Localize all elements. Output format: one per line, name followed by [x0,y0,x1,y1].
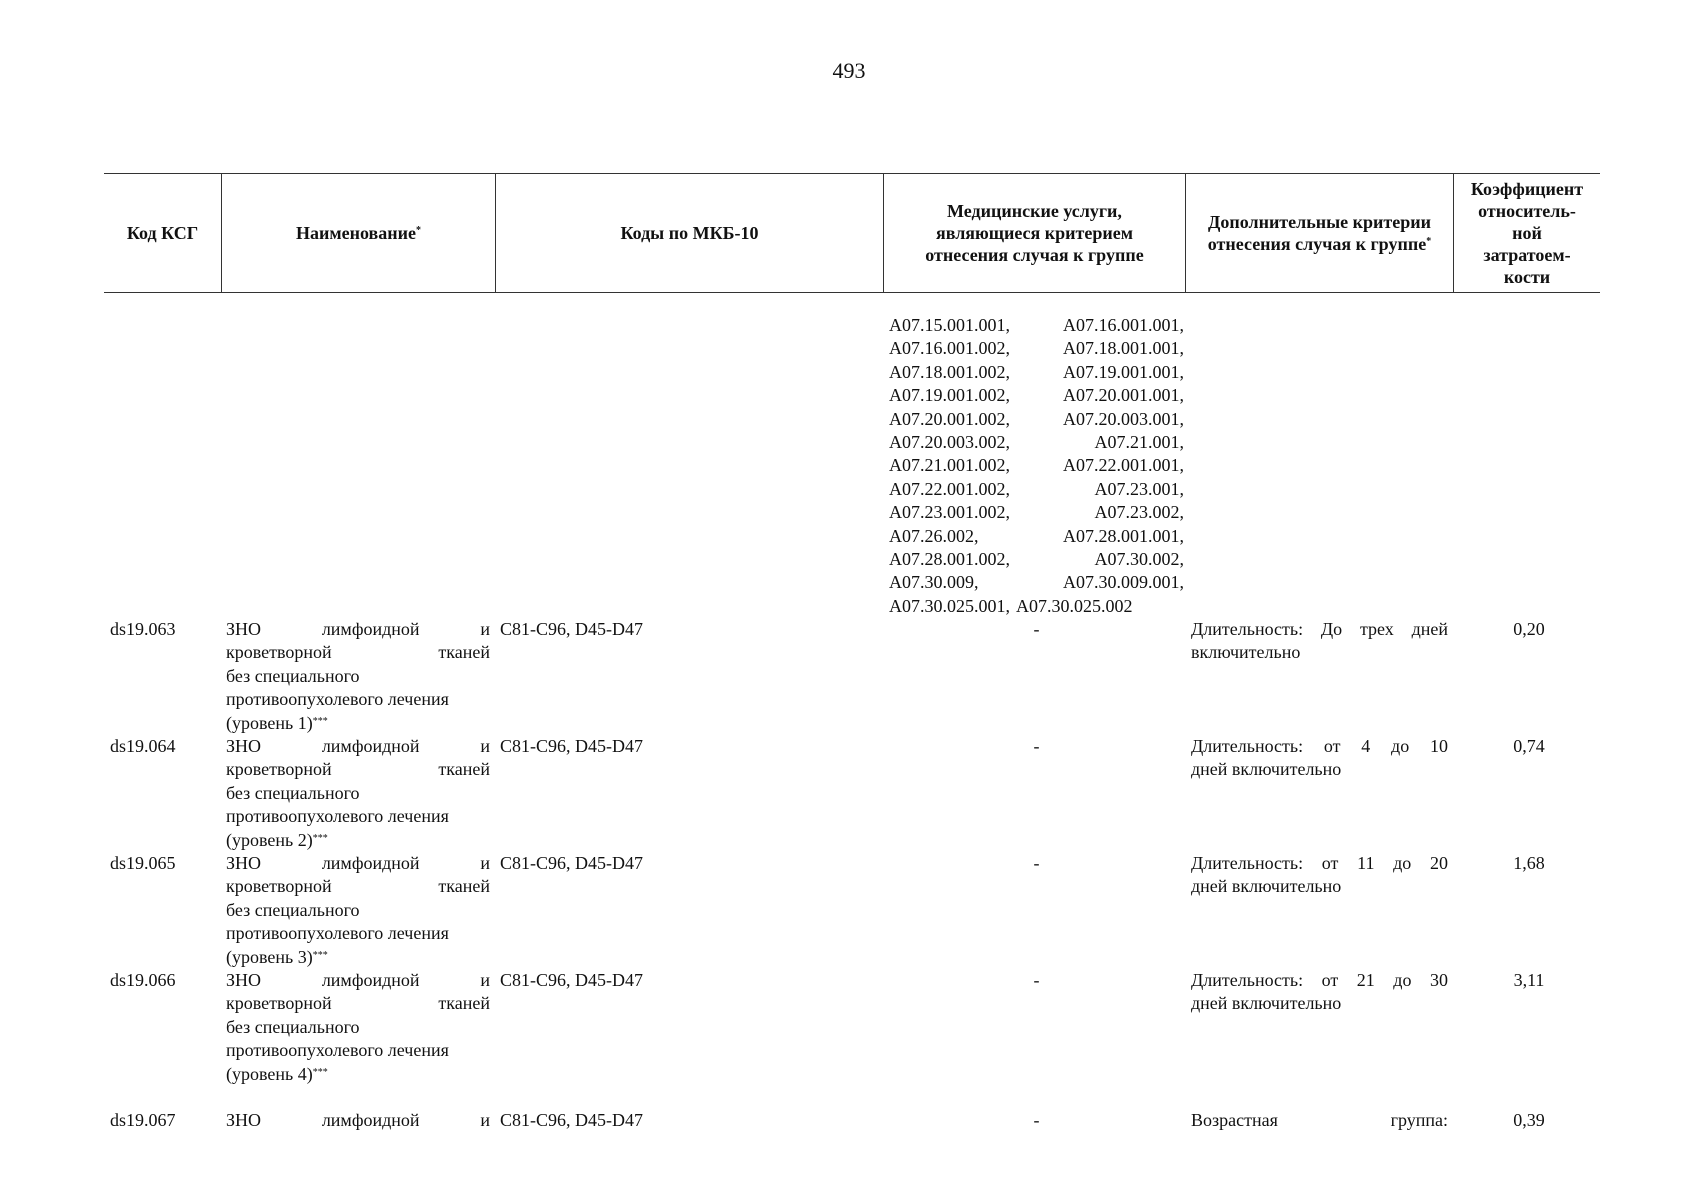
row-coefficient: 1,68 [1513,853,1545,873]
name-line: (уровень 4) [226,1063,313,1084]
name-word: кроветворной [226,876,332,897]
name-line: (уровень 3) [226,946,313,967]
row-code: ds19.064 [110,736,176,756]
row-icd: C81-C96, D45-D47 [500,1110,643,1130]
name-word: ЗНО [226,853,262,873]
footnote-mark: *** [312,1066,328,1078]
name-word: ЗНО [226,970,262,990]
header-med-line: отнесения случая к группе [925,245,1144,265]
med-code: A07.20.001.001, [1063,385,1184,406]
crit-word: Возрастная [1191,1110,1278,1130]
med-code: A07.22.001.001, [1063,455,1184,476]
footnote-mark: * [1426,236,1432,247]
crit-word: группа: [1390,1110,1448,1130]
header-med-services [883,174,1185,292]
name-line: противоопухолевого лечения [226,1040,449,1061]
row-criteria [1191,1109,1448,1132]
name-word: ЗНО [226,619,262,639]
med-line [889,501,1184,524]
row-name [226,618,490,735]
med-line [889,595,1184,618]
row-code: ds19.066 [110,970,176,990]
med-code: A07.16.001.002, [889,338,1010,359]
med-code: A07.28.001.002, [889,549,1010,570]
header-name-label: Наименование [296,223,416,243]
med-services-continuation [889,314,1184,618]
name-line: без специального [226,782,360,803]
row-name [226,852,490,969]
med-code: A07.23.002, [1094,502,1184,523]
name-line: (уровень 2) [226,829,313,850]
footnote-mark: *** [312,949,328,961]
med-code: A07.21.001, [1094,432,1184,453]
header-icd [495,174,883,292]
name-word: ЗНО [226,1110,262,1130]
med-line [889,571,1184,594]
row-med-services: - [1033,619,1040,639]
med-code: A07.20.001.002, [889,408,1010,429]
med-code: A07.22.001.002, [889,478,1010,499]
header-icd-label: Коды по МКБ-10 [620,223,759,243]
header-name [221,174,495,292]
crit-line: включительно [1191,642,1301,663]
crit-line: Длительность: До трех дней [1191,619,1448,639]
med-code: A07.30.009, [889,572,979,593]
header-coef-line: ной [1512,223,1542,243]
header-coefficient [1453,174,1600,292]
name-word: ЗНО [226,736,262,756]
row-icd: C81-C96, D45-D47 [500,619,643,639]
name-word: и [480,619,490,639]
crit-line: дней включительно [1191,993,1342,1014]
row-icd: C81-C96, D45-D47 [500,853,643,873]
page-number: 493 [832,58,866,83]
header-crit-line: Дополнительные критерии [1207,212,1432,232]
header-code [104,174,221,292]
name-line: противоопухолевого лечения [226,806,449,827]
row-icd: C81-C96, D45-D47 [500,970,643,990]
row-criteria [1191,735,1448,782]
med-code: A07.23.001, [1094,478,1184,499]
med-code: A07.23.001.002, [889,502,1010,523]
row-coefficient: 0,39 [1513,1110,1545,1130]
row-criteria [1191,852,1448,899]
med-code: A07.18.001.001, [1063,338,1184,359]
name-word: лимфоидной [321,970,420,990]
med-line [889,454,1184,477]
name-line: противоопухолевого лечения [226,923,449,944]
med-code: A07.15.001.001, [889,315,1010,335]
crit-line: Длительность: от 11 до 20 [1191,853,1448,873]
row-icd: C81-C96, D45-D47 [500,736,643,756]
row-code: ds19.067 [110,1110,176,1130]
row-med-services: - [1033,736,1040,756]
name-word: и [480,1110,490,1130]
med-code: A07.30.002, [1094,549,1184,570]
name-word: тканей [438,759,490,780]
row-coefficient: 3,11 [1513,970,1545,990]
row-name [226,735,490,852]
footnote-mark: *** [312,832,328,844]
name-line: противоопухолевого лечения [226,689,449,710]
med-code: A07.26.002, [889,525,979,546]
med-code: A07.30.009.001, [1063,572,1184,593]
name-line: без специального [226,665,360,686]
crit-line: Длительность: от 4 до 10 [1191,736,1448,756]
med-line [889,478,1184,501]
med-code: A07.20.003.002, [889,432,1010,453]
header-extra-criteria [1185,174,1453,292]
row-code: ds19.063 [110,619,176,639]
name-word: лимфоидной [321,1110,420,1130]
name-word: тканей [438,993,490,1014]
header-med-line: Медицинские услуги, [947,201,1122,221]
med-line [889,408,1184,431]
header-code-label: Код КСГ [126,223,199,243]
med-code: A07.28.001.001, [1063,525,1184,546]
crit-line: Длительность: от 21 до 30 [1191,970,1448,990]
med-code: A07.30.025.001, [889,595,1010,616]
med-line [889,525,1184,548]
name-word: лимфоидной [321,619,420,639]
header-med-line: являющиеся критерием [935,223,1134,243]
header-coef-line: Коэффициент [1470,179,1584,199]
med-line [889,384,1184,407]
name-word: лимфоидной [321,736,420,756]
med-line [889,361,1184,384]
header-coef-line: относитель- [1478,201,1576,221]
name-word: и [480,970,490,990]
name-word: и [480,736,490,756]
row-coefficient: 0,74 [1513,736,1545,756]
table-header [104,173,1600,293]
crit-line: дней включительно [1191,759,1342,780]
med-code: A07.16.001.001, [1063,315,1184,335]
name-word: кроветворной [226,759,332,780]
name-word: тканей [438,642,490,663]
row-criteria [1191,969,1448,1016]
header-coef-line: затратоем- [1483,245,1571,265]
row-med-services: - [1033,970,1040,990]
crit-line: дней включительно [1191,876,1342,897]
med-line [889,337,1184,360]
row-criteria [1191,618,1448,665]
med-code: A07.18.001.002, [889,361,1010,382]
row-med-services: - [1033,1110,1040,1130]
med-code: A07.30.025.002 [1016,595,1133,616]
name-line: без специального [226,899,360,920]
med-line [889,314,1184,337]
footnote-mark: * [416,225,421,236]
med-code: A07.19.001.002, [889,385,1010,406]
name-word: и [480,853,490,873]
name-word: кроветворной [226,642,332,663]
row-name [226,969,490,1086]
name-word: тканей [438,876,490,897]
row-med-services: - [1033,853,1040,873]
name-line: без специального [226,1016,360,1037]
row-name [226,1109,490,1132]
header-crit-line: отнесения случая к группе [1207,234,1427,254]
name-word: лимфоидной [321,853,420,873]
med-code: A07.19.001.001, [1063,361,1184,382]
row-coefficient: 0,20 [1513,619,1545,639]
row-code: ds19.065 [110,853,176,873]
med-line [889,431,1184,454]
med-code: A07.21.001.002, [889,455,1010,476]
name-line: (уровень 1) [226,712,313,733]
name-word: кроветворной [226,993,332,1014]
footnote-mark: *** [312,715,328,727]
med-code: A07.20.003.001, [1063,408,1184,429]
med-line [889,548,1184,571]
header-coef-line: кости [1503,267,1551,287]
